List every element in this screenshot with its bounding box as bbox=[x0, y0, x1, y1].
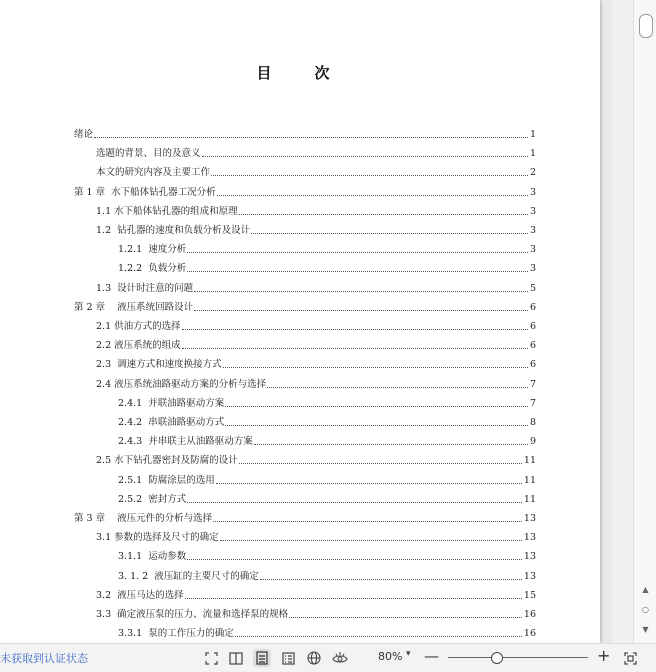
toc-page-number: 9 bbox=[529, 436, 536, 448]
toc-page-number: 7 bbox=[529, 378, 536, 390]
toc-entry[interactable] bbox=[118, 396, 536, 410]
toc-leader-dots bbox=[182, 328, 528, 330]
toc-leader-dots bbox=[239, 213, 528, 215]
toc-page-number: 15 bbox=[523, 589, 536, 601]
toc-leader-dots bbox=[187, 558, 522, 560]
toc-leader-dots bbox=[267, 386, 528, 388]
zoom-slider[interactable] bbox=[448, 657, 588, 658]
toc-entry[interactable] bbox=[96, 588, 536, 602]
toc-entry-text: 3.3 确定液压泵的压力、流量和选择泵的规格 bbox=[96, 609, 289, 620]
toc-leader-dots bbox=[223, 366, 528, 368]
toc-entry-text: 1.2.2 负载分析 bbox=[118, 263, 187, 275]
toc-entry[interactable] bbox=[96, 530, 536, 544]
toc-leader-dots bbox=[239, 462, 522, 464]
fullscreen-icon[interactable] bbox=[202, 649, 220, 667]
toc-entry-text: 2.5 水下钻孔器密封及防腐的设计 bbox=[96, 455, 238, 467]
toc-page-number: 3 bbox=[529, 225, 536, 236]
toc-entry-text: 2.5.2 密封方式 bbox=[118, 493, 187, 505]
toc-entry[interactable] bbox=[96, 223, 536, 237]
toc-entry-text: 1.1 水下船体钻孔器的组成和原理 bbox=[96, 205, 238, 217]
toc-page-number: 16 bbox=[523, 628, 536, 640]
toc-leader-dots bbox=[187, 501, 522, 503]
toc-leader-dots bbox=[251, 232, 528, 234]
toc-entry-text: 3.1 参数的选择及尺寸的确定 bbox=[96, 532, 219, 544]
toc-page-number: 6 bbox=[529, 359, 536, 371]
toc-entry-text: 2.1 供油方式的选择 bbox=[96, 321, 181, 332]
scroll-next-page-icon[interactable]: ▼ bbox=[642, 625, 649, 634]
scrollbar-thumb[interactable] bbox=[639, 14, 653, 38]
toc-entry-text: 2.5.1 防腐涂层的选用 bbox=[118, 474, 215, 486]
toc-entry-text: 绪论 bbox=[74, 129, 94, 140]
toc-entry-text: 1.3 设计时注意的问题 bbox=[96, 282, 194, 294]
toc-entry-text: 3.2 液压马达的选择 bbox=[96, 589, 184, 601]
toc-page-number: 13 bbox=[523, 570, 536, 582]
toc-leader-dots bbox=[289, 616, 522, 618]
zoom-slider-handle[interactable] bbox=[491, 652, 503, 664]
toc-entry[interactable] bbox=[96, 338, 536, 352]
toc-page-number: 5 bbox=[529, 282, 536, 294]
toc-entry[interactable] bbox=[118, 473, 536, 487]
toc-leader-dots bbox=[185, 597, 522, 599]
toc-leader-dots bbox=[187, 251, 528, 253]
toc-title: 目 次 bbox=[256, 64, 344, 82]
toc-entry[interactable] bbox=[74, 185, 536, 199]
fit-window-icon[interactable] bbox=[621, 649, 639, 667]
toc-entry-text: 第 3 章 液压元件的分析与选择 bbox=[74, 513, 213, 524]
toc-entry[interactable] bbox=[96, 377, 536, 391]
toc-entry[interactable] bbox=[96, 319, 536, 333]
toc-page-number: 1 bbox=[529, 129, 536, 140]
status-bar bbox=[0, 643, 656, 672]
toc-leader-dots bbox=[194, 290, 528, 292]
toc-leader-dots bbox=[225, 424, 528, 426]
toc-entry-text: 3.3.1 泵的工作压力的确定 bbox=[118, 628, 234, 640]
toc-leader-dots bbox=[213, 520, 522, 522]
toc-entry[interactable] bbox=[118, 415, 536, 429]
toc-page-number: 16 bbox=[523, 609, 536, 620]
toc-entry-text: 第 1 章 水下船体钻孔器工况分析 bbox=[74, 186, 216, 198]
toc-entry-text: 第 2 章 液压系统回路设计 bbox=[74, 301, 194, 313]
toc-leader-dots bbox=[260, 578, 522, 580]
toc-entry-text: 3. 1. 2 液压缸的主要尺寸的确定 bbox=[118, 570, 259, 582]
toc-entry[interactable] bbox=[74, 511, 536, 525]
toc-leader-dots bbox=[211, 174, 528, 176]
zoom-in-icon[interactable]: + bbox=[597, 646, 611, 665]
toc-entry-text: 2.4.1 并联油路驱动方案 bbox=[118, 397, 225, 409]
toc-page-number: 3 bbox=[529, 244, 536, 256]
toc-entry-text: 选题的背景、目的及意义 bbox=[96, 148, 201, 160]
toc-page-number: 13 bbox=[523, 513, 536, 524]
toc-entry-text: 1.2 钻孔器的速度和负载分析及设计 bbox=[96, 225, 251, 236]
zoom-dropdown-icon[interactable]: ▾ bbox=[406, 649, 411, 659]
toc-leader-dots bbox=[94, 136, 528, 138]
toc-page-number: 13 bbox=[523, 532, 536, 544]
toc-page-number: 6 bbox=[529, 301, 536, 313]
toc-entry-text: 2.4.2 串联油路驱动方式 bbox=[118, 417, 225, 428]
toc-entry[interactable] bbox=[118, 569, 536, 583]
toc-page-number: 8 bbox=[529, 417, 536, 428]
toc-leader-dots bbox=[216, 482, 522, 484]
toc-entry[interactable] bbox=[118, 261, 536, 275]
toc-entry-text: 3.1.1 运动参数 bbox=[118, 551, 187, 563]
toc-leader-dots bbox=[182, 347, 528, 349]
scroll-select-browse-icon[interactable]: ○ bbox=[642, 605, 649, 614]
toc-page-number: 6 bbox=[529, 321, 536, 332]
toc-leader-dots bbox=[217, 194, 528, 196]
toc-entry[interactable] bbox=[118, 549, 536, 563]
toc-leader-dots bbox=[220, 539, 522, 541]
toc-page-number: 3 bbox=[529, 263, 536, 275]
toc-page-number: 11 bbox=[523, 474, 536, 486]
web-view-icon[interactable] bbox=[305, 649, 323, 667]
toc-entry[interactable] bbox=[96, 357, 536, 371]
toc-page-number: 3 bbox=[529, 186, 536, 198]
page-view-icon[interactable] bbox=[253, 649, 271, 667]
toc-entry-text: 2.3 调速方式和速度换接方式 bbox=[96, 359, 222, 371]
toc-page-number: 2 bbox=[529, 167, 536, 179]
toc-leader-dots bbox=[202, 155, 528, 157]
eye-protection-icon[interactable] bbox=[331, 649, 349, 667]
toc-entry[interactable] bbox=[96, 146, 536, 160]
toc-entry[interactable] bbox=[118, 242, 536, 256]
toc-page-number: 3 bbox=[529, 205, 536, 217]
toc-entry[interactable] bbox=[74, 127, 536, 141]
two-page-icon[interactable] bbox=[227, 649, 245, 667]
toc-entry[interactable] bbox=[118, 626, 536, 640]
toc-entry-text: 本文的研究内容及主要工作 bbox=[96, 167, 211, 179]
toc-leader-dots bbox=[194, 309, 528, 311]
toc-page-number: 6 bbox=[529, 340, 536, 352]
toc-leader-dots bbox=[254, 443, 528, 445]
outline-view-icon[interactable] bbox=[279, 649, 297, 667]
toc-page-number: 7 bbox=[529, 397, 536, 409]
toc-page-number: 11 bbox=[523, 455, 536, 467]
auth-status-link[interactable]: 未获取到认证状态 bbox=[0, 652, 88, 665]
zoom-out-icon[interactable]: — bbox=[424, 647, 439, 665]
toc-entry[interactable] bbox=[74, 300, 536, 314]
toc-entry-text: 2.4 液压系统油路驱动方案的分析与选择 bbox=[96, 378, 267, 390]
toc-entry-text: 2.4.3 并串联主从油路驱动方案 bbox=[118, 436, 253, 448]
toc-leader-dots bbox=[225, 405, 528, 407]
vertical-scrollbar[interactable] bbox=[633, 0, 656, 643]
toc-entry[interactable] bbox=[118, 492, 536, 506]
toc-leader-dots bbox=[187, 270, 528, 272]
toc-page-number: 1 bbox=[529, 148, 536, 160]
toc-entry[interactable] bbox=[96, 165, 536, 179]
toc-entry[interactable] bbox=[96, 607, 536, 621]
toc-entry[interactable] bbox=[96, 281, 536, 295]
toc-leader-dots bbox=[235, 635, 522, 637]
scroll-prev-page-icon[interactable]: ▲ bbox=[642, 585, 649, 594]
toc-entry-text: 2.2 液压系统的组成 bbox=[96, 340, 181, 352]
toc-entry[interactable] bbox=[118, 434, 536, 448]
toc-page-number: 11 bbox=[523, 493, 536, 505]
toc-entry-text: 1.2.1 速度分析 bbox=[118, 244, 187, 256]
toc-entry[interactable] bbox=[96, 453, 536, 467]
zoom-level[interactable]: 80% bbox=[378, 650, 403, 663]
toc-entry[interactable] bbox=[96, 204, 536, 218]
toc-page-number: 13 bbox=[523, 551, 536, 563]
